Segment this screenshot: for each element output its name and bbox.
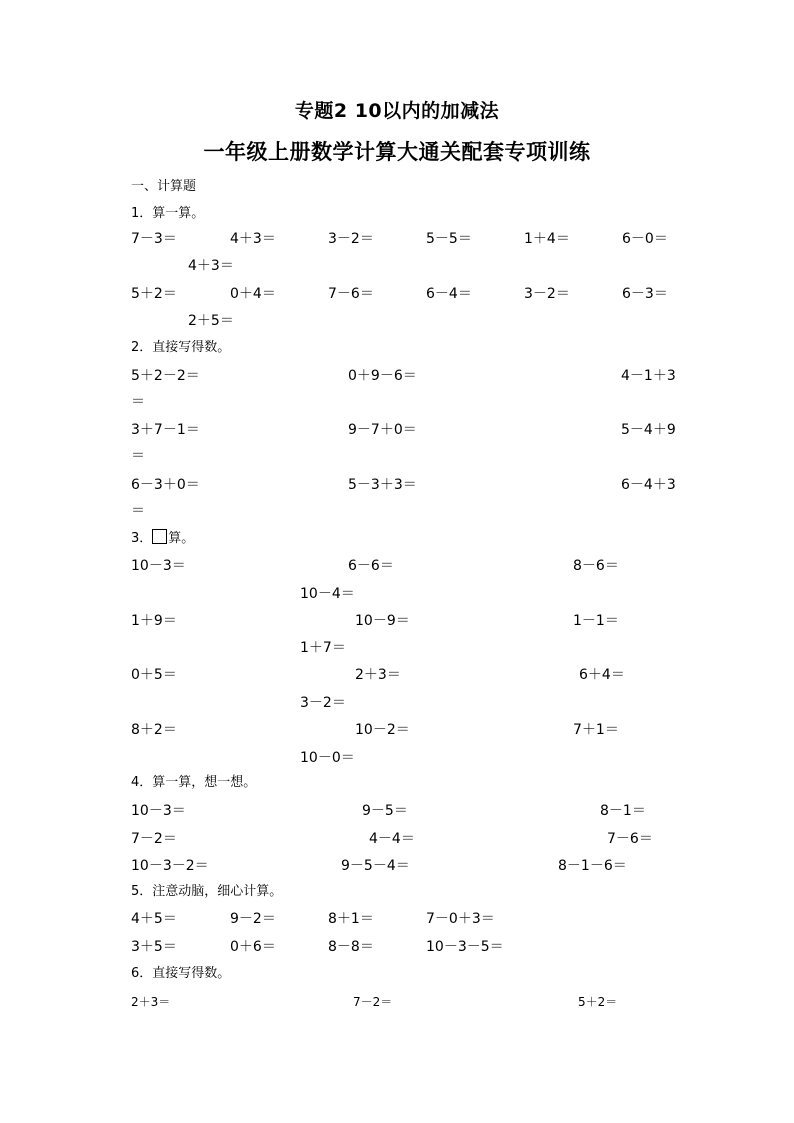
question-3-number: 3． [131,531,153,546]
problem: 6－3＝ [622,286,668,302]
page-subtitle: 一年级上册数学计算大通关配套专项训练 [203,140,591,164]
question-4-label: 4．算一算，想一想。 [131,775,257,790]
problem: 3－2＝ [328,231,374,247]
problem: 6－3＋0＝ [131,477,200,493]
problem: 4－1＋3 [621,368,676,384]
problem: 0＋9－6＝ [348,368,417,384]
problem: 6－0＝ [622,231,668,247]
problem: 5－3＋3＝ [348,477,417,493]
problem: 8－8＝ [328,939,374,955]
problem: 10－9＝ [355,613,410,629]
problem: 3＋7－1＝ [131,422,200,438]
problem-wrap: ＝ [131,503,145,519]
problem: 8－1－6＝ [558,858,627,874]
problem: 5＋2－2＝ [131,368,200,384]
problem: 6－4＋3 [621,477,676,493]
problem: 10－2＝ [355,722,410,738]
problem: 6＋4＝ [579,667,625,683]
blank-box-icon [152,529,167,544]
question-2-label: 2．直接写得数。 [131,340,231,355]
problem: 0＋6＝ [230,939,276,955]
problem: 9－7＋0＝ [348,422,417,438]
problem: 9－5＝ [362,803,408,819]
problem: 9－5－4＝ [341,858,410,874]
problem: 2＋3＝ [355,667,401,683]
section-heading: 一、计算题 [131,179,197,194]
problem: 7＋1＝ [573,722,619,738]
problem: 4－4＝ [369,831,415,847]
problem: 3－2＝ [300,695,346,711]
problem: 10－3＝ [131,803,186,819]
problem: 10－3－5＝ [426,939,504,955]
problem: 2＋5＝ [188,313,234,329]
question-3-label [131,529,194,548]
problem: 2＋3＝ [131,995,171,1009]
problem: 7－2＝ [131,831,177,847]
question-3-text: 算。 [168,531,195,546]
problem: 8＋2＝ [131,722,177,738]
problem: 0＋5＝ [131,667,177,683]
problem: 7－6＝ [328,286,374,302]
problem: 1＋9＝ [131,613,177,629]
problem: 6－4＝ [426,286,472,302]
problem: 10－3－2＝ [131,858,209,874]
problem: 5＋2＝ [131,286,177,302]
problem: 5＋2＝ [578,995,618,1009]
problem: 1＋7＝ [300,640,346,656]
problem-wrap: ＝ [131,448,145,464]
problem: 0＋4＝ [230,286,276,302]
problem: 10－4＝ [300,586,355,602]
problem: 7－0＋3＝ [426,911,495,927]
page-title: 专题2 10以内的加减法 [294,100,500,122]
problem: 8－6＝ [573,558,619,574]
problem: 5－4＋9 [621,422,676,438]
problem: 10－3＝ [131,558,186,574]
question-1-label: 1．算一算。 [131,206,205,221]
problem: 3－2＝ [524,286,570,302]
problem: 6－6＝ [348,558,394,574]
problem: 9－2＝ [230,911,276,927]
problem: 5－5＝ [426,231,472,247]
problem: 1＋4＝ [524,231,570,247]
problem: 1－1＝ [573,613,619,629]
problem: 7－3＝ [131,231,177,247]
problem: 3＋5＝ [131,939,177,955]
problem: 8－1＝ [600,803,646,819]
problem: 7－6＝ [607,831,653,847]
problem: 4＋3＝ [230,231,276,247]
problem: 10－0＝ [300,750,355,766]
problem: 4＋5＝ [131,911,177,927]
problem-wrap: ＝ [131,394,145,410]
problem: 7－2＝ [353,995,393,1009]
question-5-label: 5．注意动脑，细心计算。 [131,884,283,899]
problem: 8＋1＝ [328,911,374,927]
problem: 4＋3＝ [188,258,234,274]
question-6-label: 6．直接写得数。 [131,966,231,981]
